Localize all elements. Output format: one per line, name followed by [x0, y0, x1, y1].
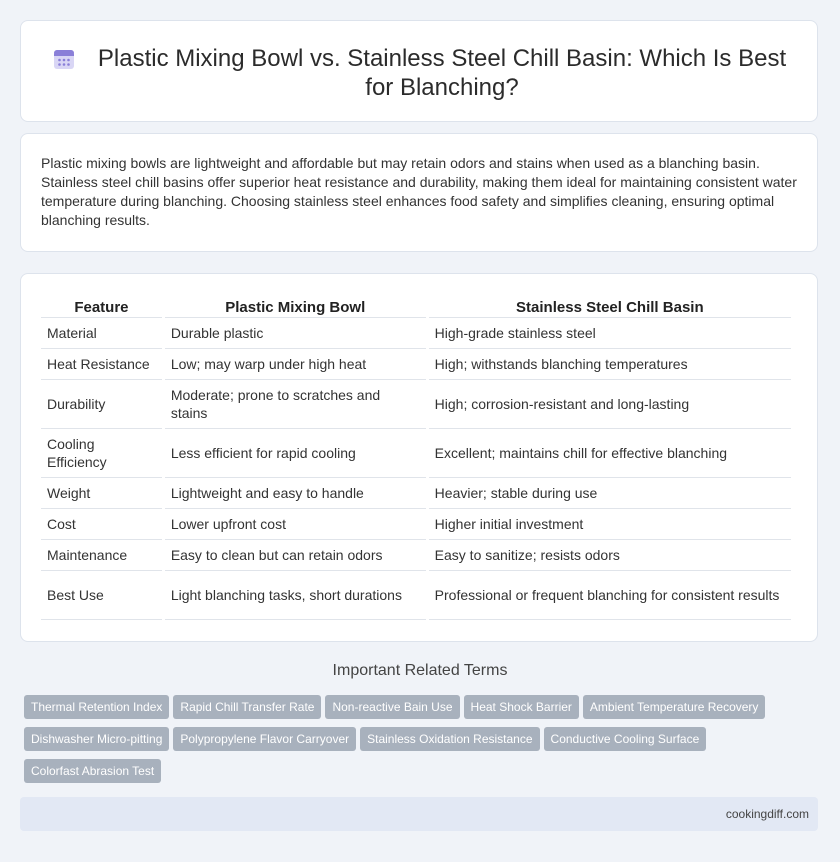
table-cell: Heavier; stable during use [429, 478, 791, 509]
related-term-tag[interactable]: Ambient Temperature Recovery [583, 695, 766, 719]
column-header-stainless: Stainless Steel Chill Basin [429, 294, 791, 318]
related-term-tag[interactable]: Heat Shock Barrier [464, 695, 579, 719]
intro-card [20, 133, 818, 252]
page-title: Plastic Mixing Bowl vs. Stainless Steel Chill Basin: Which Is Best for Blanching? [97, 45, 787, 101]
comparison-table [38, 294, 794, 620]
table-cell: Light blanching tasks, short durations [165, 571, 426, 620]
table-row [41, 429, 791, 478]
intro-text: Plastic mixing bowls are lightweight and affordable but may retain odors and stains when used as a blanching basin. Stainless steel chill basins offer superior heat resistance and durability, making them ideal for maintaining consistent water temperature during blanching. Choosing stainless steel enhances food safety and simplifies cleaning, ensuring optimal blanching results. [41, 155, 797, 228]
column-header-feature: Feature [41, 294, 162, 318]
table-row [41, 380, 791, 429]
table-row [41, 318, 791, 349]
table-row [41, 540, 791, 571]
related-term-tag[interactable]: Thermal Retention Index [24, 695, 169, 719]
table-cell: Maintenance [41, 540, 162, 571]
table-cell: Professional or frequent blanching for consistent results [429, 571, 791, 620]
related-term-tag[interactable]: Dishwasher Micro-pitting [24, 727, 169, 751]
table-cell: Durability [41, 380, 162, 429]
table-cell: Durable plastic [165, 318, 426, 349]
table-cell: Material [41, 318, 162, 349]
table-cell: Lightweight and easy to handle [165, 478, 426, 509]
related-term-tag[interactable]: Colorfast Abrasion Test [24, 759, 161, 783]
footer [20, 797, 818, 831]
table-row [41, 349, 791, 380]
title-card [20, 20, 818, 122]
table-row [41, 509, 791, 540]
table-row [41, 571, 791, 620]
calendar-icon [51, 46, 77, 72]
related-term-tag[interactable]: Stainless Oxidation Resistance [360, 727, 539, 751]
table-cell: Less efficient for rapid cooling [165, 429, 426, 478]
table-row [41, 478, 791, 509]
table-cell: Excellent; maintains chill for effective blanching [429, 429, 791, 478]
table-cell: Easy to sanitize; resists odors [429, 540, 791, 571]
table-cell: High; withstands blanching temperatures [429, 349, 791, 380]
table-cell: Higher initial investment [429, 509, 791, 540]
related-terms-heading: Important Related Terms [332, 662, 508, 679]
column-header-plastic: Plastic Mixing Bowl [165, 294, 426, 318]
table-cell: High; corrosion-resistant and long-lasting [429, 380, 791, 429]
title-row [21, 21, 817, 102]
table-cell: Moderate; prone to scratches and stains [165, 380, 426, 429]
table-cell: High-grade stainless steel [429, 318, 791, 349]
table-cell: Lower upfront cost [165, 509, 426, 540]
table-cell: Heat Resistance [41, 349, 162, 380]
table-cell: Cooling Efficiency [41, 429, 162, 478]
related-term-tag[interactable]: Polypropylene Flavor Carryover [173, 727, 356, 751]
table-cell: Cost [41, 509, 162, 540]
table-header-row [41, 294, 791, 318]
table-cell: Easy to clean but can retain odors [165, 540, 426, 571]
related-term-tag[interactable]: Non-reactive Bain Use [325, 695, 459, 719]
table-cell: Best Use [41, 571, 162, 620]
table-cell: Weight [41, 478, 162, 509]
table-cell: Low; may warp under high heat [165, 349, 426, 380]
footer-site-link[interactable]: cookingdiff.com [725, 807, 809, 821]
related-term-tag[interactable]: Rapid Chill Transfer Rate [173, 695, 321, 719]
related-terms-list [24, 695, 804, 791]
comparison-card [20, 273, 818, 642]
related-term-tag[interactable]: Conductive Cooling Surface [544, 727, 707, 751]
